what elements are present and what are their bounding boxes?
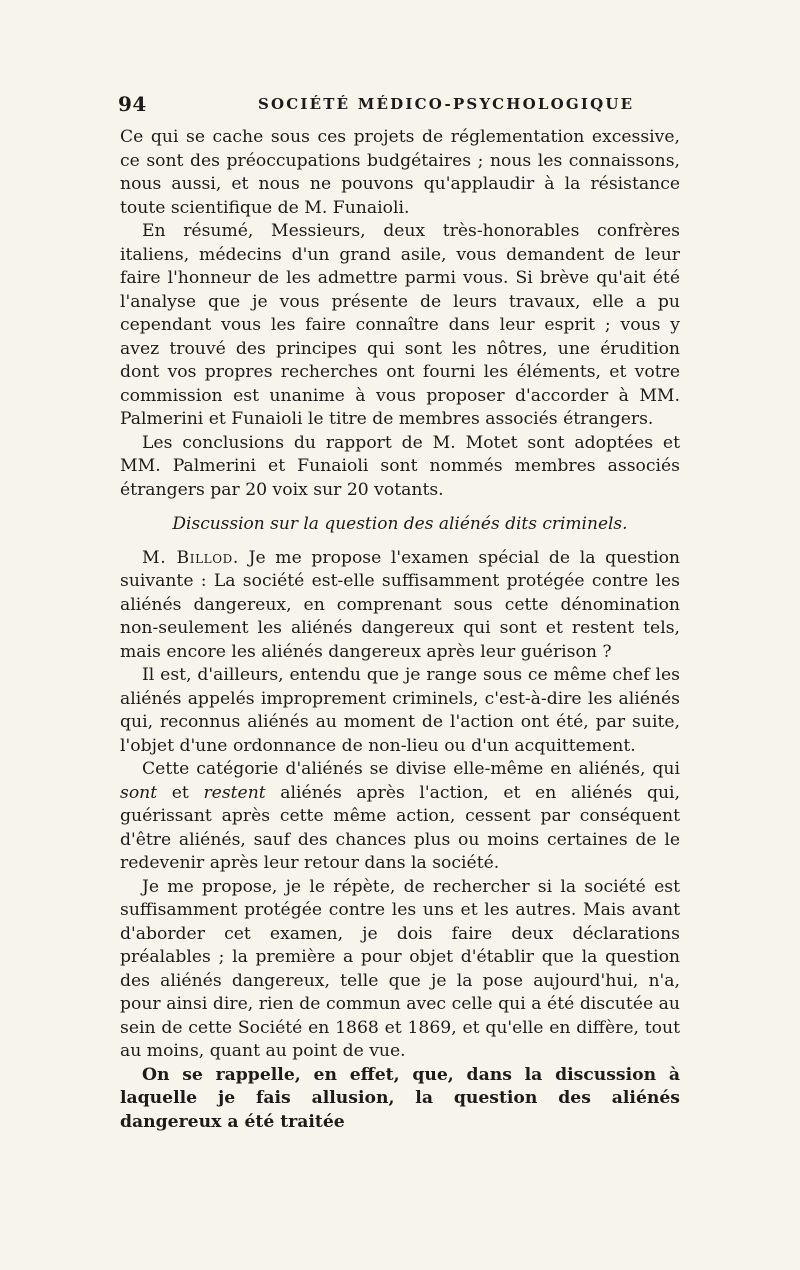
section-heading: Discussion sur la question des aliénés dits criminels. (172, 514, 628, 534)
page-number: 94 (118, 92, 147, 116)
paragraph-6-emphasis-sont: sont (120, 782, 158, 803)
paragraph-6-part-a: Cette catégorie d'aliénés se divise elle-même en aliénés, qui (142, 759, 680, 779)
speaker-name: M. Billod. (142, 547, 239, 568)
paragraph-7: Je me propose, je le répète, de rechercher si la société est suffisamment protégée contre les uns et les autres. Mais avant d'aborder cet examen, je dois faire deux déclarations préalables ; la première a pour objet d'établir que la question des aliénés dangereux, telle que je la pose aujourd'hui, n'a, pour ainsi dire, rien de commun avec celle qui a été discutée au sein de cette Société en 1868 et 1869, et qu'elle en diffère, tout au moins, quant au point de vue. (120, 876, 680, 1061)
paragraph-8: On se rappelle, en effet, que, dans la discussion à laquelle je fais allusion, la question des aliénés dangereux a été traitée (120, 1064, 680, 1132)
paragraph-4-text: Je me propose l'examen spécial de la question suivante : La société est-elle suffisamment protégée contre les aliénés dangereux, en comprenant sous cette dénomination non-seulement les aliénés dangereux qui sont et restent tels, mais encore les aliénés dangereux après leur guérison ? (120, 547, 680, 662)
paragraph-2: En résumé, Messieurs, deux très-honorables confrères italiens, médecins d'un grand asile, vous demandent de leur faire l'honneur de les admettre parmi vous. Si brève qu'ait été l'analyse que je vous présente de leurs travaux, elle a pu cependant vous les faire connaître dans leur esprit ; vous y avez trouvé des principes qui sont les nôtres, une érudition dont vos propres recherches ont fourni les éléments, et votre commission est unanime à vous proposer d'accorder à MM. Palmerini et Funaioli le titre de membres associés étrangers. (120, 221, 680, 429)
running-title: SOCIÉTÉ MÉDICO-PSYCHOLOGIQUE (258, 95, 635, 113)
page-header (118, 92, 690, 118)
paragraph-6-part-b: et (171, 782, 189, 803)
body-text (120, 126, 680, 1134)
paragraph-3: Les conclusions du rapport de M. Motet sont adoptées et MM. Palmerini et Funaioli sont nommés membres associés étrangers par 20 voix sur 20 votants. (120, 432, 680, 500)
paragraph-6-emphasis-restent: restent (203, 782, 266, 803)
paragraph-1: Ce qui se cache sous ces projets de réglementation excessive, ce sont des préoccupations budgétaires ; nous les connaissons, nous aussi, et nous ne pouvons qu'applaudir à la résistance toute scientifique de M. Funaioli. (120, 127, 680, 218)
paragraph-6 (120, 758, 680, 876)
paragraph-4 (120, 547, 680, 665)
paragraph-6-part-c: aliénés après l'action, et en aliénés qui, guérissant après cette même action, cessent par conséquent d'être aliénés, sauf des chances plus ou moins certaines de le redevenir après leur retour dans la société. (120, 782, 680, 873)
paragraph-5: Il est, d'ailleurs, entendu que je range sous ce même chef les aliénés appelés improprement criminels, c'est-à-dire les aliénés qui, reconnus aliénés au moment de l'action ont été, par suite, l'objet d'une ordonnance de non-lieu ou d'un acquittement. (120, 665, 680, 756)
